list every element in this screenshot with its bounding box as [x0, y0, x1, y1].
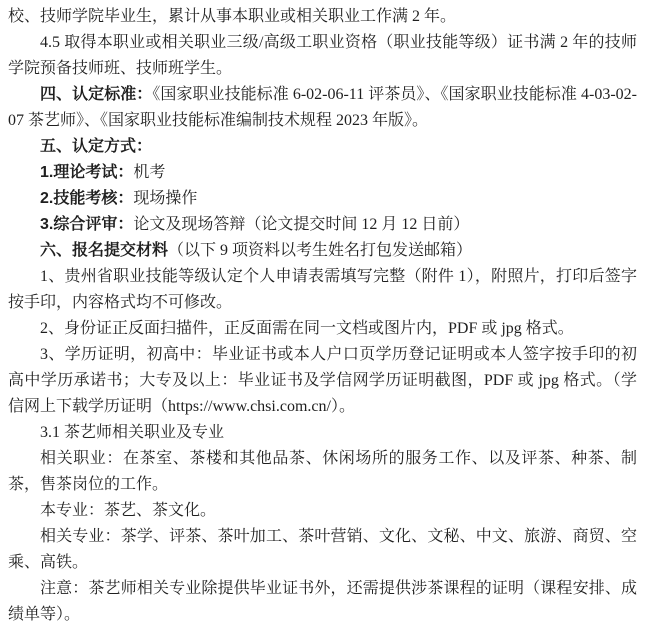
heading-text: 六、报名提交材料 [40, 242, 169, 259]
paragraph [8, 82, 637, 134]
body-text: 《国家职业技能标准 6-02-06-11 评茶员》、《国家职业技能标准 4-03-02-07 茶艺师》、《国家职业技能标准编制技术规程 2023 年版》。 [8, 86, 637, 129]
paragraph [8, 524, 637, 576]
paragraph [8, 576, 637, 624]
body-text: 注意：茶艺师相关专业除提供毕业证书外，还需提供涉茶课程的证明（课程安排、成绩单等）。 [8, 580, 637, 623]
body-text: （以下 9 项资料以考生姓名打包发送邮箱） [168, 242, 473, 259]
paragraph [8, 4, 637, 30]
body-text: 校、技师学院毕业生，累计从事本职业或相关职业工作满 2 年。 [8, 8, 457, 25]
paragraph [8, 238, 637, 264]
body-text: 论文及现场答辩（论文提交时间 12 月 12 日前） [133, 216, 470, 233]
paragraph [8, 186, 637, 212]
paragraph [8, 30, 637, 82]
heading-text: 2.技能考核： [40, 190, 134, 207]
paragraph [8, 212, 637, 238]
body-text: 相关专业：茶学、评茶、茶叶加工、茶叶营销、文化、文秘、中文、旅游、商贸、空乘、高铁。 [8, 528, 637, 571]
paragraph [8, 316, 637, 342]
paragraph [8, 264, 637, 316]
heading-text: 3.综合评审： [40, 216, 134, 233]
paragraph [8, 420, 637, 446]
body-text: 1、贵州省职业技能等级认定个人申请表需填写完整（附件 1），附照片，打印后签字按手印，内容格式均不可修改。 [8, 268, 637, 311]
heading-text: 四、认定标准： [40, 86, 153, 103]
body-text: 3、学历证明，初高中：毕业证书或本人户口页学历登记证明或本人签字按手印的初高中学历承诺书；大专及以上：毕业证书及学信网学历证明截图，PDF 或 jpg 格式。（学信网上下载学历证明（https://www.chsi.com.cn/）。 [8, 346, 637, 415]
body-text: 本专业：茶艺、茶文化。 [40, 502, 217, 519]
body-text: 4.5 取得本职业或相关职业三级/高级工职业资格（职业技能等级）证书满 2 年的技师学院预备技师班、技师班学生。 [8, 34, 637, 77]
body-text: 2、身份证正反面扫描件，正反面需在同一文档或图片内，PDF 或 jpg 格式。 [40, 320, 574, 337]
paragraph [8, 446, 637, 498]
paragraph [8, 134, 637, 160]
heading-text: 1.理论考试： [40, 164, 134, 181]
paragraph [8, 498, 637, 524]
paragraph [8, 160, 637, 186]
body-text: 现场操作 [133, 190, 198, 207]
paragraph [8, 342, 637, 420]
heading-text: 五、认定方式： [40, 138, 153, 155]
document-body [8, 4, 637, 624]
body-text: 机考 [133, 164, 166, 181]
body-text: 相关职业：在茶室、茶楼和其他品茶、休闲场所的服务工作、以及评茶、种茶、制茶，售茶岗位的工作。 [8, 450, 637, 493]
body-text: 3.1 茶艺师相关职业及专业 [40, 424, 225, 441]
